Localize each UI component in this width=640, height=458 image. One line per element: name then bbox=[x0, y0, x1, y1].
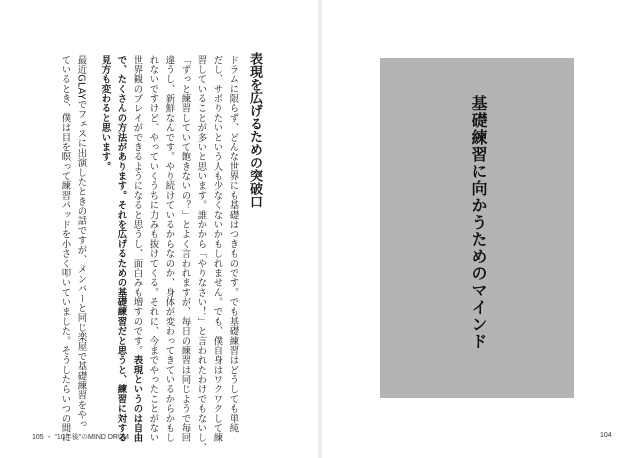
body-line-8-text: で、たくさんの方法があります。 bbox=[115, 55, 127, 201]
right-page-number: 104 bbox=[600, 432, 612, 439]
bold-phrase-2: それを広げるための基礎練習だと思うと、練習に対する bbox=[115, 200, 127, 443]
folio-separator: ・ bbox=[45, 434, 53, 441]
body-line-3: 習していることが多いと思います。誰かから「やりなさい！」と言われたわけでもないし、 bbox=[195, 55, 207, 453]
body-line-1: ドラムに限らず、どんな世界にも基礎はつきものです。でも基礎練習はどうしても単純 bbox=[227, 55, 239, 433]
section-heading: 表現を広げるための突破口 bbox=[247, 52, 262, 208]
body-line-8 bbox=[116, 55, 125, 443]
bold-phrase-1: 表現というのは自由 bbox=[131, 355, 143, 443]
page-gutter bbox=[318, 0, 322, 458]
body-line-4: 「ずっと練習していて飽きないの？」とよく言われますが、毎日の練習は同じようで毎回 bbox=[179, 55, 191, 443]
body-line-5: 違うし、新鮮なんです。やり続けているからなのか、身体が変わってきているからかもし bbox=[163, 55, 175, 443]
body-line-11: ているとき、僕は目を瞑って練習パッドを小さく叩いていました。そうしたらいつの間に bbox=[59, 55, 71, 443]
chapter-title: 基礎練習に向かうためのマインド bbox=[469, 95, 488, 350]
body-line-7 bbox=[132, 55, 141, 443]
body-line-6: れないですけど、やっていくうちに力みも抜けてくる。それに、今までやったことがない bbox=[147, 55, 159, 443]
body-line-9-text: 見方も変わると思います。 bbox=[99, 55, 111, 172]
running-title: “10年後”のMIND DRUM bbox=[54, 434, 129, 441]
body-line-7-text: 世界観のプレイができるようになると思うし、面白みも増すのです。 bbox=[131, 55, 143, 356]
left-page-number: 105 bbox=[32, 434, 44, 441]
body-line-2: だし、サボりたいという人も少なくないかもしれません。でも、僕自身はワクワクして練 bbox=[211, 55, 223, 443]
body-line-10: 最近GLAYでフェスに出演したときの話ですが、メンバーと同じ楽屋で基礎練習をやっ bbox=[75, 55, 87, 430]
left-folio bbox=[32, 432, 129, 442]
body-line-9 bbox=[100, 55, 109, 171]
